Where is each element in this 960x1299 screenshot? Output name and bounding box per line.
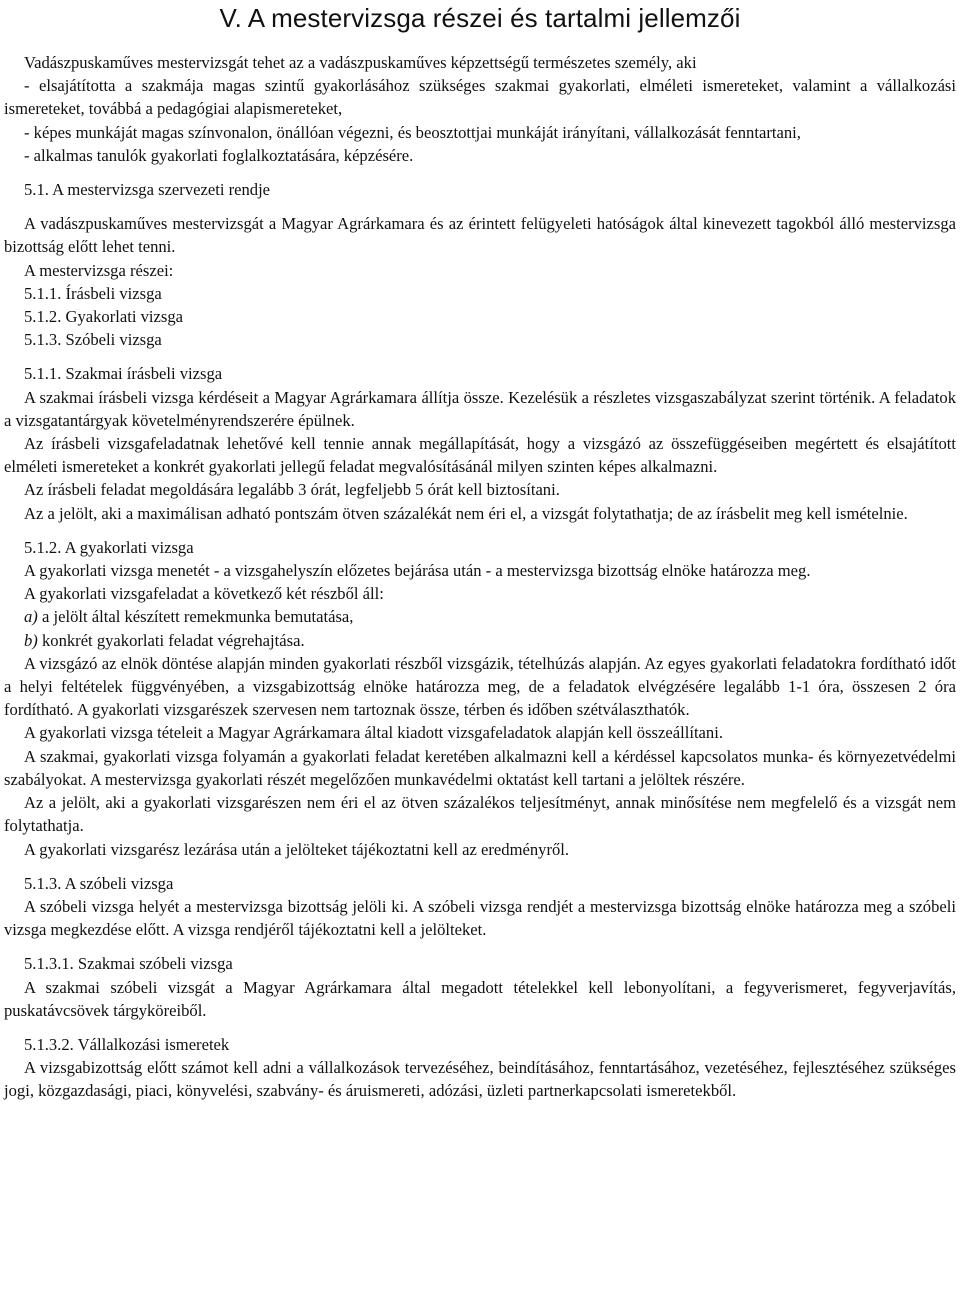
paragraph: Az a jelölt, aki a gyakorlati vizsgarészen nem éri el az ötven százalékos teljesítményt, annak minősítése nem megfelelő és a vizsgát nem folytathatja. [4, 793, 956, 836]
paragraph: A vizsgabizottság előtt számot kell adni a vállalkozások tervezéséhez, beindításához, fenntartásához, vezetéséhez, fejlesztéséhez szükséges jogi, közgazdasági, piaci, könyvelési, szabvány- és áruismereti, adózási, üzleti partnerkapcsolati ismeretekből. [4, 1058, 956, 1101]
paragraph: A szakmai szóbeli vizsgát a Magyar Agrárkamara által megadott tételekkel kell lebonyolítani, a fegyverismeret, fegyverjavítás, puskatávcsövek tárgyköreiből. [4, 977, 956, 1020]
list-marker: a) [24, 607, 38, 627]
paragraph: A szóbeli vizsga helyét a mestervizsga bizottság jelöli ki. A szóbeli vizsga rendjét a mestervizsga bizottság elnöke határozza meg a szóbeli vizsga megkezdése előtt. A vizsga rendjéről tájékoztatni kell a jelölteket. [4, 896, 956, 940]
paragraph: - alkalmas tanulók gyakorlati foglalkoztatására, képzésére. [24, 145, 414, 165]
section-5-1-2 [4, 536, 956, 861]
page-title: V. A mestervizsga részei és tartalmi jellemzői [219, 3, 741, 33]
section-heading: 5.1.3. A szóbeli vizsga [24, 873, 174, 893]
section-5-1-3-2 [4, 1033, 956, 1103]
parts-label: A mestervizsga részei: [24, 260, 174, 280]
section-5-1-3-1 [4, 952, 956, 1022]
paragraph: A gyakorlati vizsga menetét - a vizsgahelyszín előzetes bejárása után - a mestervizsga bizottság elnöke határozza meg. [24, 561, 811, 581]
list-text: konkrét gyakorlati feladat végrehajtása. [37, 630, 305, 650]
list-item: 5.1.3. Szóbeli vizsga [24, 330, 162, 350]
paragraph: A vizsgázó az elnök döntése alapján minden gyakorlati részből vizsgázik, tételhúzás alapján. Az egyes gyakorlati feladatokra fordítható időt a helyi feltételek függvényében, a vizsgabizottság elnöke határozza meg, de a feladatok elvégzésére legalább 1-1 óra, összesen 2 óra fordítható. A gyakorlati vizsgarészek szervesen nem tartoznak össze, térben és időben szétválaszthatók. [4, 653, 956, 720]
paragraph: Az írásbeli vizsgafeladatnak lehetővé kell tennie annak megállapítását, hogy a vizsgázó az összefüggéseiben megértett és elsajátított elméleti ismereteket a konkrét gyakorlati jellegű feladat megvalósításánál milyen szinten képes alkalmazni. [4, 434, 956, 477]
list-item: 5.1.2. Gyakorlati vizsga [24, 307, 183, 327]
paragraph: A szakmai, gyakorlati vizsga folyamán a gyakorlati feladat keretében alkalmazni kell a kérdéssel kapcsolatos munka- és környezetvédelmi szabályokat. A mestervizsga gyakorlati részét megelőzően munkavédelmi oktatást kell tartani a jelöltek részére. [4, 746, 956, 789]
section-heading: 5.1. A mestervizsga szervezeti rendje [24, 180, 271, 200]
section-heading: 5.1.3.2. Vállalkozási ismeretek [24, 1034, 230, 1054]
paragraph: Az a jelölt, aki a maximálisan adható pontszám ötven százalékát nem éri el, a vizsgát folytathatja; de az írásbelit meg kell ismételnie. [24, 503, 908, 523]
list-item: 5.1.1. Írásbeli vizsga [24, 283, 162, 303]
paragraph: A szakmai írásbeli vizsga kérdéseit a Magyar Agrárkamara állítja össze. Kezelésük a részletes vizsgaszabályzat szerint történik. A feladatok a vizsgatantárgyak követelményrendszerére épülnek. [4, 387, 956, 430]
paragraph: - képes munkáját magas színvonalon, önállóan végezni, és beosztottjai munkáját irányítani, vállalkozását fenntartani, [24, 122, 801, 142]
list-item [4, 605, 956, 628]
intro-section [4, 51, 956, 167]
section-heading: 5.1.2. A gyakorlati vizsga [24, 537, 194, 557]
list-text: a jelölt által készített remekmunka bemutatása, [37, 607, 354, 627]
section-5-1-3 [4, 872, 956, 942]
list-item [4, 629, 956, 652]
section-5-1 [4, 178, 956, 351]
paragraph: Az írásbeli feladat megoldására legalább 3 órát, legfeljebb 5 órát kell biztosítani. [24, 480, 560, 500]
paragraph: A vadászpuskaműves mestervizsgát a Magyar Agrárkamara és az érintett felügyeleti hatóságok által kinevezett tagokból álló mestervizsga bizottság előtt lehet tenni. [4, 214, 956, 257]
paragraph: Vadászpuskaműves mestervizsgát tehet az a vadászpuskaműves képzettségű természetes személy, aki [24, 53, 697, 72]
paragraph: A gyakorlati vizsgafeladat a következő két részből áll: [24, 584, 384, 604]
section-heading: 5.1.3.1. Szakmai szóbeli vizsga [24, 954, 233, 974]
list-marker: b) [24, 630, 38, 650]
paragraph: A gyakorlati vizsgarész lezárása után a jelölteket tájékoztatni kell az eredményről. [24, 839, 570, 859]
section-heading: 5.1.1. Szakmai írásbeli vizsga [24, 364, 223, 384]
paragraph: - elsajátította a szakmája magas szintű gyakorlásához szükséges szakmai gyakorlati, elméleti ismereteket, valamint a vállalkozási ismereteket, továbbá a pedagógiai alapismereteket, [4, 76, 956, 119]
paragraph: A gyakorlati vizsga tételeit a Magyar Agrárkamara által kiadott vizsgafeladatok alapján kell összeállítani. [24, 723, 723, 743]
section-5-1-1 [4, 362, 956, 524]
document-page [0, 3, 960, 1299]
